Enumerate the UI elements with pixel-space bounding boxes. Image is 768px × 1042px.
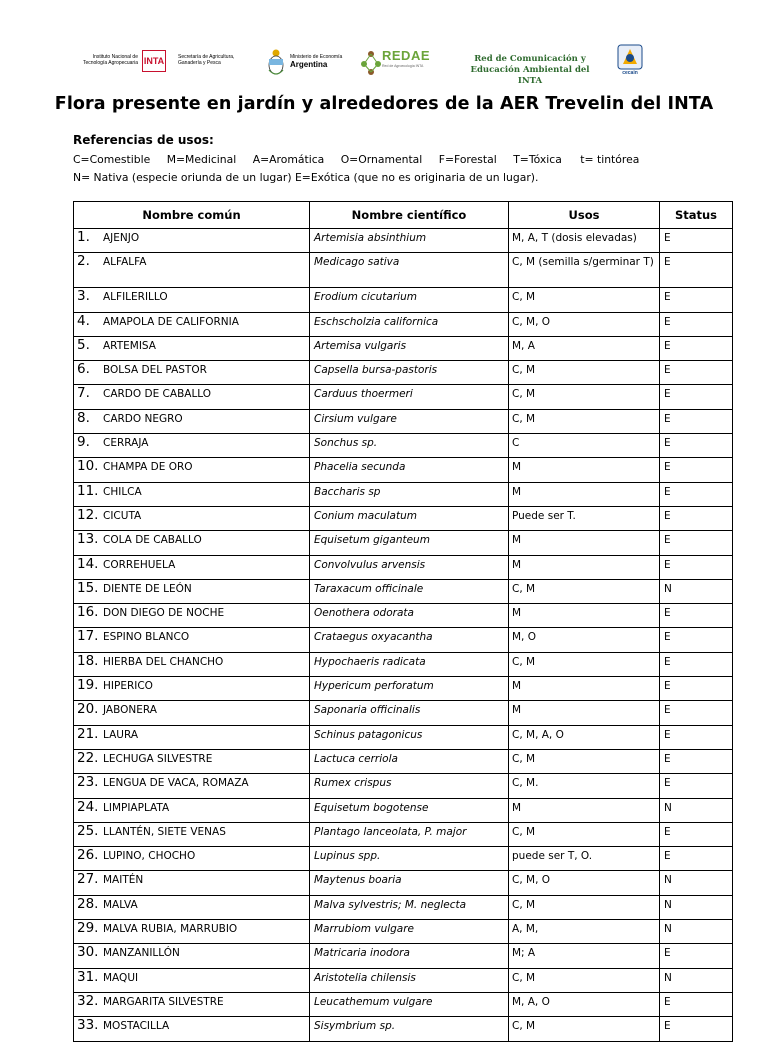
row-number: 18.	[77, 652, 99, 669]
cell-scientific-name: Leucathemum vulgare	[310, 992, 509, 1016]
cell-common-name	[74, 555, 310, 579]
cell-common-name	[74, 361, 310, 385]
cell-status: E	[660, 434, 733, 458]
references-status-line: N= Nativa (especie oriunda de un lugar) E=Exótica (que no es originaria de un lugar).	[73, 171, 539, 184]
common-name: LLANTÉN, SIETE VENAS	[103, 825, 226, 838]
row-number: 28.	[77, 895, 99, 912]
redae-network-icon	[360, 48, 382, 76]
cell-uses: C, M	[509, 652, 660, 676]
cell-uses: M, A, T (dosis elevadas)	[509, 229, 660, 253]
cell-uses: C	[509, 434, 660, 458]
table-row	[74, 506, 733, 530]
cell-common-name	[74, 506, 310, 530]
row-number: 5.	[77, 336, 90, 353]
common-name: CARDO DE CABALLO	[103, 388, 212, 401]
row-number: 32.	[77, 992, 99, 1009]
ministerio-line-2: Argentina	[290, 60, 328, 69]
references-uses-line	[73, 153, 639, 166]
cell-scientific-name: Equisetum giganteum	[310, 531, 509, 555]
common-name: LAURA	[103, 728, 139, 741]
row-number: 25.	[77, 822, 99, 839]
cell-status: E	[660, 774, 733, 798]
common-name: BOLSA DEL PASTOR	[103, 364, 207, 377]
common-name: JABONERA	[103, 704, 157, 717]
table-row	[74, 531, 733, 555]
table-row	[74, 847, 733, 871]
cell-scientific-name: Erodium cicutarium	[310, 288, 509, 312]
cell-uses: C, M.	[509, 774, 660, 798]
row-number: 31.	[77, 968, 99, 985]
cell-scientific-name: Artemisa vulgaris	[310, 336, 509, 360]
table-row	[74, 895, 733, 919]
table-row	[74, 652, 733, 676]
inta-text-line-2: Tecnología Agropecuaria	[82, 60, 138, 66]
cell-common-name	[74, 1017, 310, 1041]
cell-scientific-name: Schinus patagonicus	[310, 725, 509, 749]
cell-status: N	[660, 798, 733, 822]
cell-common-name	[74, 482, 310, 506]
common-name: COLA DE CABALLO	[103, 534, 202, 547]
cell-common-name	[74, 628, 310, 652]
common-name: MALVA RUBIA, MARRUBIO	[103, 923, 238, 936]
cell-status: E	[660, 1017, 733, 1041]
common-name: ESPINO BLANCO	[103, 631, 190, 644]
cell-scientific-name: Conium maculatum	[310, 506, 509, 530]
cell-scientific-name: Sisymbrium sp.	[310, 1017, 509, 1041]
row-number: 14.	[77, 555, 99, 572]
table-row	[74, 774, 733, 798]
cell-common-name	[74, 847, 310, 871]
cell-uses: M	[509, 701, 660, 725]
cell-common-name	[74, 434, 310, 458]
ref-toxica: T=Tóxica	[513, 153, 562, 166]
common-name: LECHUGA SILVESTRE	[103, 752, 213, 765]
cell-scientific-name: Oenothera odorata	[310, 604, 509, 628]
table-row	[74, 361, 733, 385]
cell-common-name	[74, 992, 310, 1016]
cell-uses: C, M	[509, 1017, 660, 1041]
common-name: MOSTACILLA	[103, 1020, 170, 1033]
argentina-shield-icon	[266, 48, 286, 76]
common-name: LUPINO, CHOCHO	[103, 850, 196, 863]
common-name: HIPERICO	[103, 680, 153, 693]
cell-uses: M	[509, 604, 660, 628]
ref-comestible: C=Comestible	[73, 153, 151, 166]
common-name: AMAPOLA DE CALIFORNIA	[103, 315, 239, 328]
cell-scientific-name: Sonchus sp.	[310, 434, 509, 458]
cell-common-name	[74, 409, 310, 433]
cell-common-name	[74, 774, 310, 798]
cell-uses: C, M, O	[509, 312, 660, 336]
common-name: CHAMPA DE ORO	[103, 461, 193, 474]
cell-scientific-name: Rumex crispus	[310, 774, 509, 798]
row-number: 6.	[77, 361, 90, 378]
table-row	[74, 336, 733, 360]
cell-status: E	[660, 725, 733, 749]
row-number: 21.	[77, 725, 99, 742]
ref-forestal: F=Forestal	[438, 153, 497, 166]
cell-uses: C, M	[509, 968, 660, 992]
table-row	[74, 871, 733, 895]
common-name: LIMPIAPLATA	[103, 801, 170, 814]
common-name: AJENJO	[103, 232, 140, 244]
cell-common-name	[74, 968, 310, 992]
logo-strip	[70, 44, 710, 84]
flora-table	[73, 201, 733, 1042]
cell-scientific-name: Hypochaeris radicata	[310, 652, 509, 676]
header-usos: Usos	[509, 202, 660, 229]
inta-logo-text	[70, 54, 138, 66]
ref-tintorea: t= tintórea	[580, 153, 640, 166]
row-number: 23.	[77, 774, 99, 791]
common-name: CARDO NEGRO	[103, 412, 183, 425]
redae-logo	[360, 46, 430, 78]
table-row	[74, 434, 733, 458]
cell-common-name	[74, 229, 310, 253]
row-number: 13.	[77, 531, 99, 548]
common-name: MANZANILLÓN	[103, 947, 180, 960]
cell-status: E	[660, 458, 733, 482]
cell-common-name	[74, 385, 310, 409]
row-number: 11.	[77, 482, 99, 499]
row-number: 22.	[77, 749, 99, 766]
table-row	[74, 725, 733, 749]
table-row	[74, 968, 733, 992]
redae-wordmark: REDAE	[382, 48, 431, 63]
cell-uses: C, M	[509, 822, 660, 846]
cell-scientific-name: Lactuca cerriola	[310, 749, 509, 773]
row-number: 24.	[77, 798, 99, 815]
cell-common-name	[74, 871, 310, 895]
cell-scientific-name: Medicago sativa	[310, 253, 509, 288]
row-number: 3.	[77, 288, 90, 305]
cell-uses: C, M	[509, 579, 660, 603]
row-number: 9.	[77, 434, 90, 451]
cell-common-name	[74, 749, 310, 773]
cell-uses: M, A	[509, 336, 660, 360]
cell-status: N	[660, 579, 733, 603]
cell-uses: C, M	[509, 288, 660, 312]
table-row	[74, 749, 733, 773]
table-row	[74, 555, 733, 579]
table-row	[74, 409, 733, 433]
cell-status: E	[660, 482, 733, 506]
common-name: CORREHUELA	[103, 558, 176, 571]
cell-status: E	[660, 604, 733, 628]
header-nombre-comun: Nombre común	[74, 202, 310, 229]
cell-scientific-name: Artemisia absinthium	[310, 229, 509, 253]
table-row	[74, 579, 733, 603]
cell-uses: Puede ser T.	[509, 506, 660, 530]
row-number: 10.	[77, 458, 99, 475]
row-number: 19.	[77, 677, 99, 694]
common-name: CERRAJA	[103, 437, 149, 450]
cell-status: E	[660, 253, 733, 288]
sagpya-line-1: Secretaría de Agricultura,	[178, 54, 235, 60]
table-row	[74, 944, 733, 968]
cell-scientific-name: Capsella bursa-pastoris	[310, 361, 509, 385]
cell-scientific-name: Taraxacum officinale	[310, 579, 509, 603]
cell-uses: M	[509, 677, 660, 701]
table-row	[74, 822, 733, 846]
cell-status: E	[660, 288, 733, 312]
cell-uses: C, M	[509, 385, 660, 409]
cell-uses: M	[509, 555, 660, 579]
cell-status: E	[660, 944, 733, 968]
common-name: DIENTE DE LEÓN	[103, 582, 192, 595]
cell-scientific-name: Convolvulus arvensis	[310, 555, 509, 579]
common-name: LENGUA DE VACA, ROMAZA	[103, 777, 249, 790]
cell-status: E	[660, 628, 733, 652]
cell-common-name	[74, 677, 310, 701]
cell-scientific-name: Matricaria inodora	[310, 944, 509, 968]
row-number: 7.	[77, 385, 90, 402]
red-line-2: Educación Ambiental del INTA	[470, 65, 590, 86]
cell-common-name	[74, 652, 310, 676]
table-header-row	[74, 202, 733, 229]
cell-status: E	[660, 385, 733, 409]
cell-scientific-name: Equisetum bogotense	[310, 798, 509, 822]
cell-status: E	[660, 361, 733, 385]
cell-scientific-name: Maytenus boaria	[310, 871, 509, 895]
common-name: MAITÉN	[103, 874, 144, 887]
common-name: DON DIEGO DE NOCHE	[103, 607, 225, 620]
cell-common-name	[74, 895, 310, 919]
cell-scientific-name: Cirsium vulgare	[310, 409, 509, 433]
cell-scientific-name: Saponaria officinalis	[310, 701, 509, 725]
references-title: Referencias de usos:	[73, 133, 214, 147]
cell-common-name	[74, 798, 310, 822]
cell-common-name	[74, 701, 310, 725]
inta-text-line-1: Instituto Nacional de	[92, 54, 138, 60]
cell-scientific-name: Carduus thoermeri	[310, 385, 509, 409]
ref-medicinal: M=Medicinal	[166, 153, 237, 166]
table-row	[74, 677, 733, 701]
cell-scientific-name: Aristotelia chilensis	[310, 968, 509, 992]
cell-common-name	[74, 920, 310, 944]
ministerio-logo	[290, 54, 360, 68]
table-row	[74, 458, 733, 482]
row-number: 30.	[77, 944, 99, 961]
cell-status: E	[660, 531, 733, 555]
row-number: 20.	[77, 701, 99, 718]
row-number: 12.	[77, 506, 99, 523]
cell-status: E	[660, 409, 733, 433]
cell-common-name	[74, 336, 310, 360]
cecain-wordmark: cecain	[622, 70, 638, 76]
row-number: 4.	[77, 312, 90, 329]
common-name: MALVA	[103, 898, 138, 911]
cell-uses: puede ser T, O.	[509, 847, 660, 871]
page-title: Flora presente en jardín y alrededores de la AER Trevelin del INTA	[54, 94, 714, 114]
table-row	[74, 385, 733, 409]
table-row	[74, 628, 733, 652]
cell-common-name	[74, 725, 310, 749]
cell-uses: M; A	[509, 944, 660, 968]
cell-scientific-name: Phacelia secunda	[310, 458, 509, 482]
sagpya-line-2: Ganadería y Pesca	[178, 60, 221, 66]
cell-uses: M	[509, 798, 660, 822]
cell-common-name	[74, 253, 310, 288]
common-name: ARTEMISA	[103, 339, 156, 352]
table-row	[74, 312, 733, 336]
cell-status: N	[660, 895, 733, 919]
row-number: 29.	[77, 920, 99, 937]
header-status: Status	[660, 202, 733, 229]
cell-scientific-name: Baccharis sp	[310, 482, 509, 506]
cell-status: E	[660, 652, 733, 676]
redae-subtitle: Red de Agroecología INTA	[382, 64, 424, 68]
cell-uses: C, M, A, O	[509, 725, 660, 749]
inta-logo-mark: INTA	[142, 50, 166, 72]
table-body	[74, 229, 733, 1042]
ref-ornamental: O=Ornamental	[340, 153, 423, 166]
cell-status: E	[660, 336, 733, 360]
table-row	[74, 992, 733, 1016]
row-number: 27.	[77, 871, 99, 888]
cell-scientific-name: Marrubiom vulgare	[310, 920, 509, 944]
red-line-1: Red de Comunicación y	[474, 54, 586, 64]
cell-status: E	[660, 312, 733, 336]
cell-scientific-name: Malva sylvestris; M. neglecta	[310, 895, 509, 919]
cell-common-name	[74, 822, 310, 846]
cell-uses: M, A, O	[509, 992, 660, 1016]
cell-scientific-name: Crataegus oxyacantha	[310, 628, 509, 652]
table-row	[74, 229, 733, 253]
common-name: ALFILERILLO	[103, 291, 168, 304]
table-row	[74, 288, 733, 312]
cell-common-name	[74, 288, 310, 312]
table-row	[74, 482, 733, 506]
cell-scientific-name: Hypericum perforatum	[310, 677, 509, 701]
cell-common-name	[74, 604, 310, 628]
header-nombre-cientifico: Nombre científico	[310, 202, 509, 229]
ministerio-line-1: Ministerio de Economía	[290, 54, 343, 60]
red-comunicacion-logo	[460, 54, 600, 87]
cell-uses: A, M,	[509, 920, 660, 944]
cell-uses: C, M	[509, 895, 660, 919]
common-name: CHILCA	[103, 485, 142, 498]
cell-status: E	[660, 992, 733, 1016]
common-name: ALFALFA	[103, 256, 147, 269]
cecain-logo	[614, 44, 646, 78]
cell-status: N	[660, 871, 733, 895]
cell-status: E	[660, 749, 733, 773]
cell-uses: M	[509, 482, 660, 506]
table-row	[74, 1017, 733, 1041]
ref-aromatica: A=Aromática	[252, 153, 325, 166]
cell-scientific-name: Eschscholzia californica	[310, 312, 509, 336]
row-number: 1.	[77, 229, 90, 245]
cell-uses: C, M	[509, 409, 660, 433]
cell-status: E	[660, 677, 733, 701]
row-number: 8.	[77, 409, 90, 426]
row-number: 33.	[77, 1017, 99, 1034]
cell-uses: C, M	[509, 361, 660, 385]
sagpya-logo	[178, 54, 258, 66]
cell-common-name	[74, 531, 310, 555]
table-row	[74, 604, 733, 628]
common-name: HIERBA DEL CHANCHO	[103, 655, 224, 668]
cell-uses: C, M, O	[509, 871, 660, 895]
row-number: 17.	[77, 628, 99, 645]
cell-uses: M, O	[509, 628, 660, 652]
cell-status: N	[660, 920, 733, 944]
cell-uses: C, M (semilla s/germinar T)	[509, 253, 660, 288]
cell-uses: M	[509, 458, 660, 482]
cell-common-name	[74, 312, 310, 336]
common-name: CICUTA	[103, 509, 142, 522]
cell-uses: C, M	[509, 749, 660, 773]
cell-status: E	[660, 555, 733, 579]
cell-uses: M	[509, 531, 660, 555]
row-number: 2.	[77, 253, 90, 270]
table-row	[74, 798, 733, 822]
row-number: 15.	[77, 579, 99, 596]
cell-status: E	[660, 229, 733, 253]
cell-scientific-name: Lupinus spp.	[310, 847, 509, 871]
cell-common-name	[74, 944, 310, 968]
common-name: MARGARITA SILVESTRE	[103, 995, 224, 1008]
cell-status: E	[660, 847, 733, 871]
table-row	[74, 253, 733, 288]
cell-scientific-name: Plantago lanceolata, P. major	[310, 822, 509, 846]
cell-common-name	[74, 579, 310, 603]
cell-status: E	[660, 822, 733, 846]
cell-status: E	[660, 701, 733, 725]
table-row	[74, 701, 733, 725]
row-number: 16.	[77, 604, 99, 621]
cell-common-name	[74, 458, 310, 482]
table-row	[74, 920, 733, 944]
cecain-emblem-icon	[617, 44, 643, 70]
cell-status: N	[660, 968, 733, 992]
common-name: MAQUI	[103, 971, 139, 984]
row-number: 26.	[77, 847, 99, 864]
cell-status: E	[660, 506, 733, 530]
